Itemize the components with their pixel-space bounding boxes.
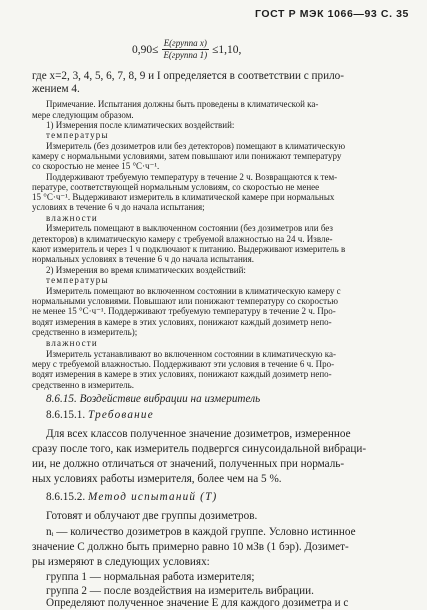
note-line: Измеритель помещают в выключенном состоянии (без дозиметров или без bbox=[46, 223, 333, 233]
req-line: ных условиях работы измерителя, более чем на 5 %. bbox=[32, 473, 282, 485]
section-title: Метод испытаний (Т) bbox=[87, 491, 218, 503]
intro-line: где x=2, 3, 4, 5, 6, 7, 8, 9 и I определяется в соответствии с прило- bbox=[32, 70, 344, 82]
note-line: камеру с нормальными условиями, затем повышают или понижают температуру bbox=[32, 151, 342, 161]
note-line: Примечание. Испытания должны быть проведены в климатической ка- bbox=[46, 99, 319, 109]
note-line: кают измеритель и через 1 ч подключают к питанию. Выдерживают измеритель в bbox=[32, 244, 346, 254]
method-line: ры измеряют в следующих условиях: bbox=[32, 556, 210, 568]
section-heading-8-6-15: 8.6.15. Воздействие вибрации на измеритель bbox=[46, 393, 261, 405]
formula-fraction bbox=[161, 38, 209, 61]
method-line: Определяют полученное значение E для каждого дозиметра и с bbox=[46, 597, 349, 609]
method-line: Готовят и облучают две группы дозиметров. bbox=[46, 510, 258, 522]
req-line: сразу после того, как измеритель подвергся синусоидальной вибраци- bbox=[32, 443, 367, 455]
method-line: группа 1 — нормальная работа измерителя; bbox=[46, 571, 255, 583]
note-subheading: температуры bbox=[46, 130, 109, 140]
note-line: водят измерения в камере в этих условиях, понижают каждый дозиметр непо- bbox=[32, 369, 332, 379]
note-line: Измеритель устанавливают во включенном состоянии в климатическую ка- bbox=[46, 349, 336, 359]
note-line: 15 °С·ч⁻¹. Выдерживают измеритель в климатической камере при нормальных bbox=[32, 192, 335, 202]
page-header: ГОСТ Р МЭК 1066—93 С. 35 bbox=[254, 8, 409, 20]
formula-right: ≤1,10, bbox=[212, 43, 242, 56]
note-subheading: температуры bbox=[46, 275, 109, 285]
note-line: мере следующим образом. bbox=[32, 110, 134, 120]
formula-numerator: E(группа x) bbox=[163, 38, 207, 48]
note-line: меру с требуемой влажностью. Поддерживают эти условия в течение 6 ч. Про- bbox=[32, 359, 335, 369]
req-line: ии, не должно отличаться от значений, полученных при нормаль- bbox=[32, 458, 345, 470]
note-line: нормальными условиями. Повышают или понижают температуру со скоростью bbox=[32, 296, 338, 306]
formula-left: 0,90≤ bbox=[132, 43, 159, 56]
note-line: Измеритель (без дозиметров или без детекторов) помещают в климатическую bbox=[46, 141, 346, 151]
note-line: средственно в измеритель); bbox=[32, 327, 138, 337]
method-line: группа 2 — после воздействия на измеритель вибрации. bbox=[46, 585, 314, 597]
note-line: 1) Измерения после климатических воздействий: bbox=[46, 120, 235, 130]
req-line: Для всех классов полученное значение дозиметров, измеренное bbox=[46, 428, 351, 440]
note-line: средственно в измеритель. bbox=[32, 380, 134, 390]
intro-line: жением 4. bbox=[32, 83, 80, 95]
section-heading-8-6-15-1 bbox=[46, 409, 154, 422]
method-line: значение C должно быть примерно равно 10 мЗв (1 бэр). Дозимет- bbox=[32, 541, 349, 553]
section-number: 8.6.15.1. bbox=[46, 409, 86, 421]
note-line: водят измерения в камере в этих условиях, понижают каждый дозиметр непо- bbox=[32, 317, 332, 327]
note-line: детекторов) в климатическую камеру с требуемой влажностью на 24 ч. Извле- bbox=[32, 234, 333, 244]
note-line: Измеритель помещают во включенном состоянии в климатическую камеру с bbox=[46, 286, 341, 296]
note-line: пературе, соответствующей нормальным условиям, со скоростью не менее bbox=[32, 182, 320, 192]
formula-denominator: E(группа 1) bbox=[163, 50, 208, 60]
method-line: nᵢ — количество дозиметров в каждой группе. Условно истинное bbox=[46, 526, 356, 538]
section-number: 8.6.15.2. bbox=[46, 491, 86, 503]
note-line: условиях в течение 6 ч до начала испытания; bbox=[32, 202, 205, 212]
note-subheading: влажности bbox=[46, 213, 98, 223]
note-line: со скоростью не менее 15 °С·ч⁻¹. bbox=[32, 161, 160, 171]
note-line: Поддерживают требуемую температуру в течение 2 ч. Возвращаются к тем- bbox=[46, 172, 338, 182]
section-heading-8-6-15-2 bbox=[46, 491, 217, 504]
section-title: Требование bbox=[87, 409, 154, 421]
formula bbox=[132, 38, 241, 61]
note-line: не менее 15 °С·ч⁻¹. Поддерживают требуемую температуру в течение 2 ч. Про- bbox=[32, 306, 336, 316]
note-line: нормальных условиях в течение 6 ч до начала испытания. bbox=[32, 254, 255, 264]
note-subheading: влажности bbox=[46, 338, 98, 348]
note-line: 2) Измерения во время климатических воздействий: bbox=[46, 265, 246, 275]
